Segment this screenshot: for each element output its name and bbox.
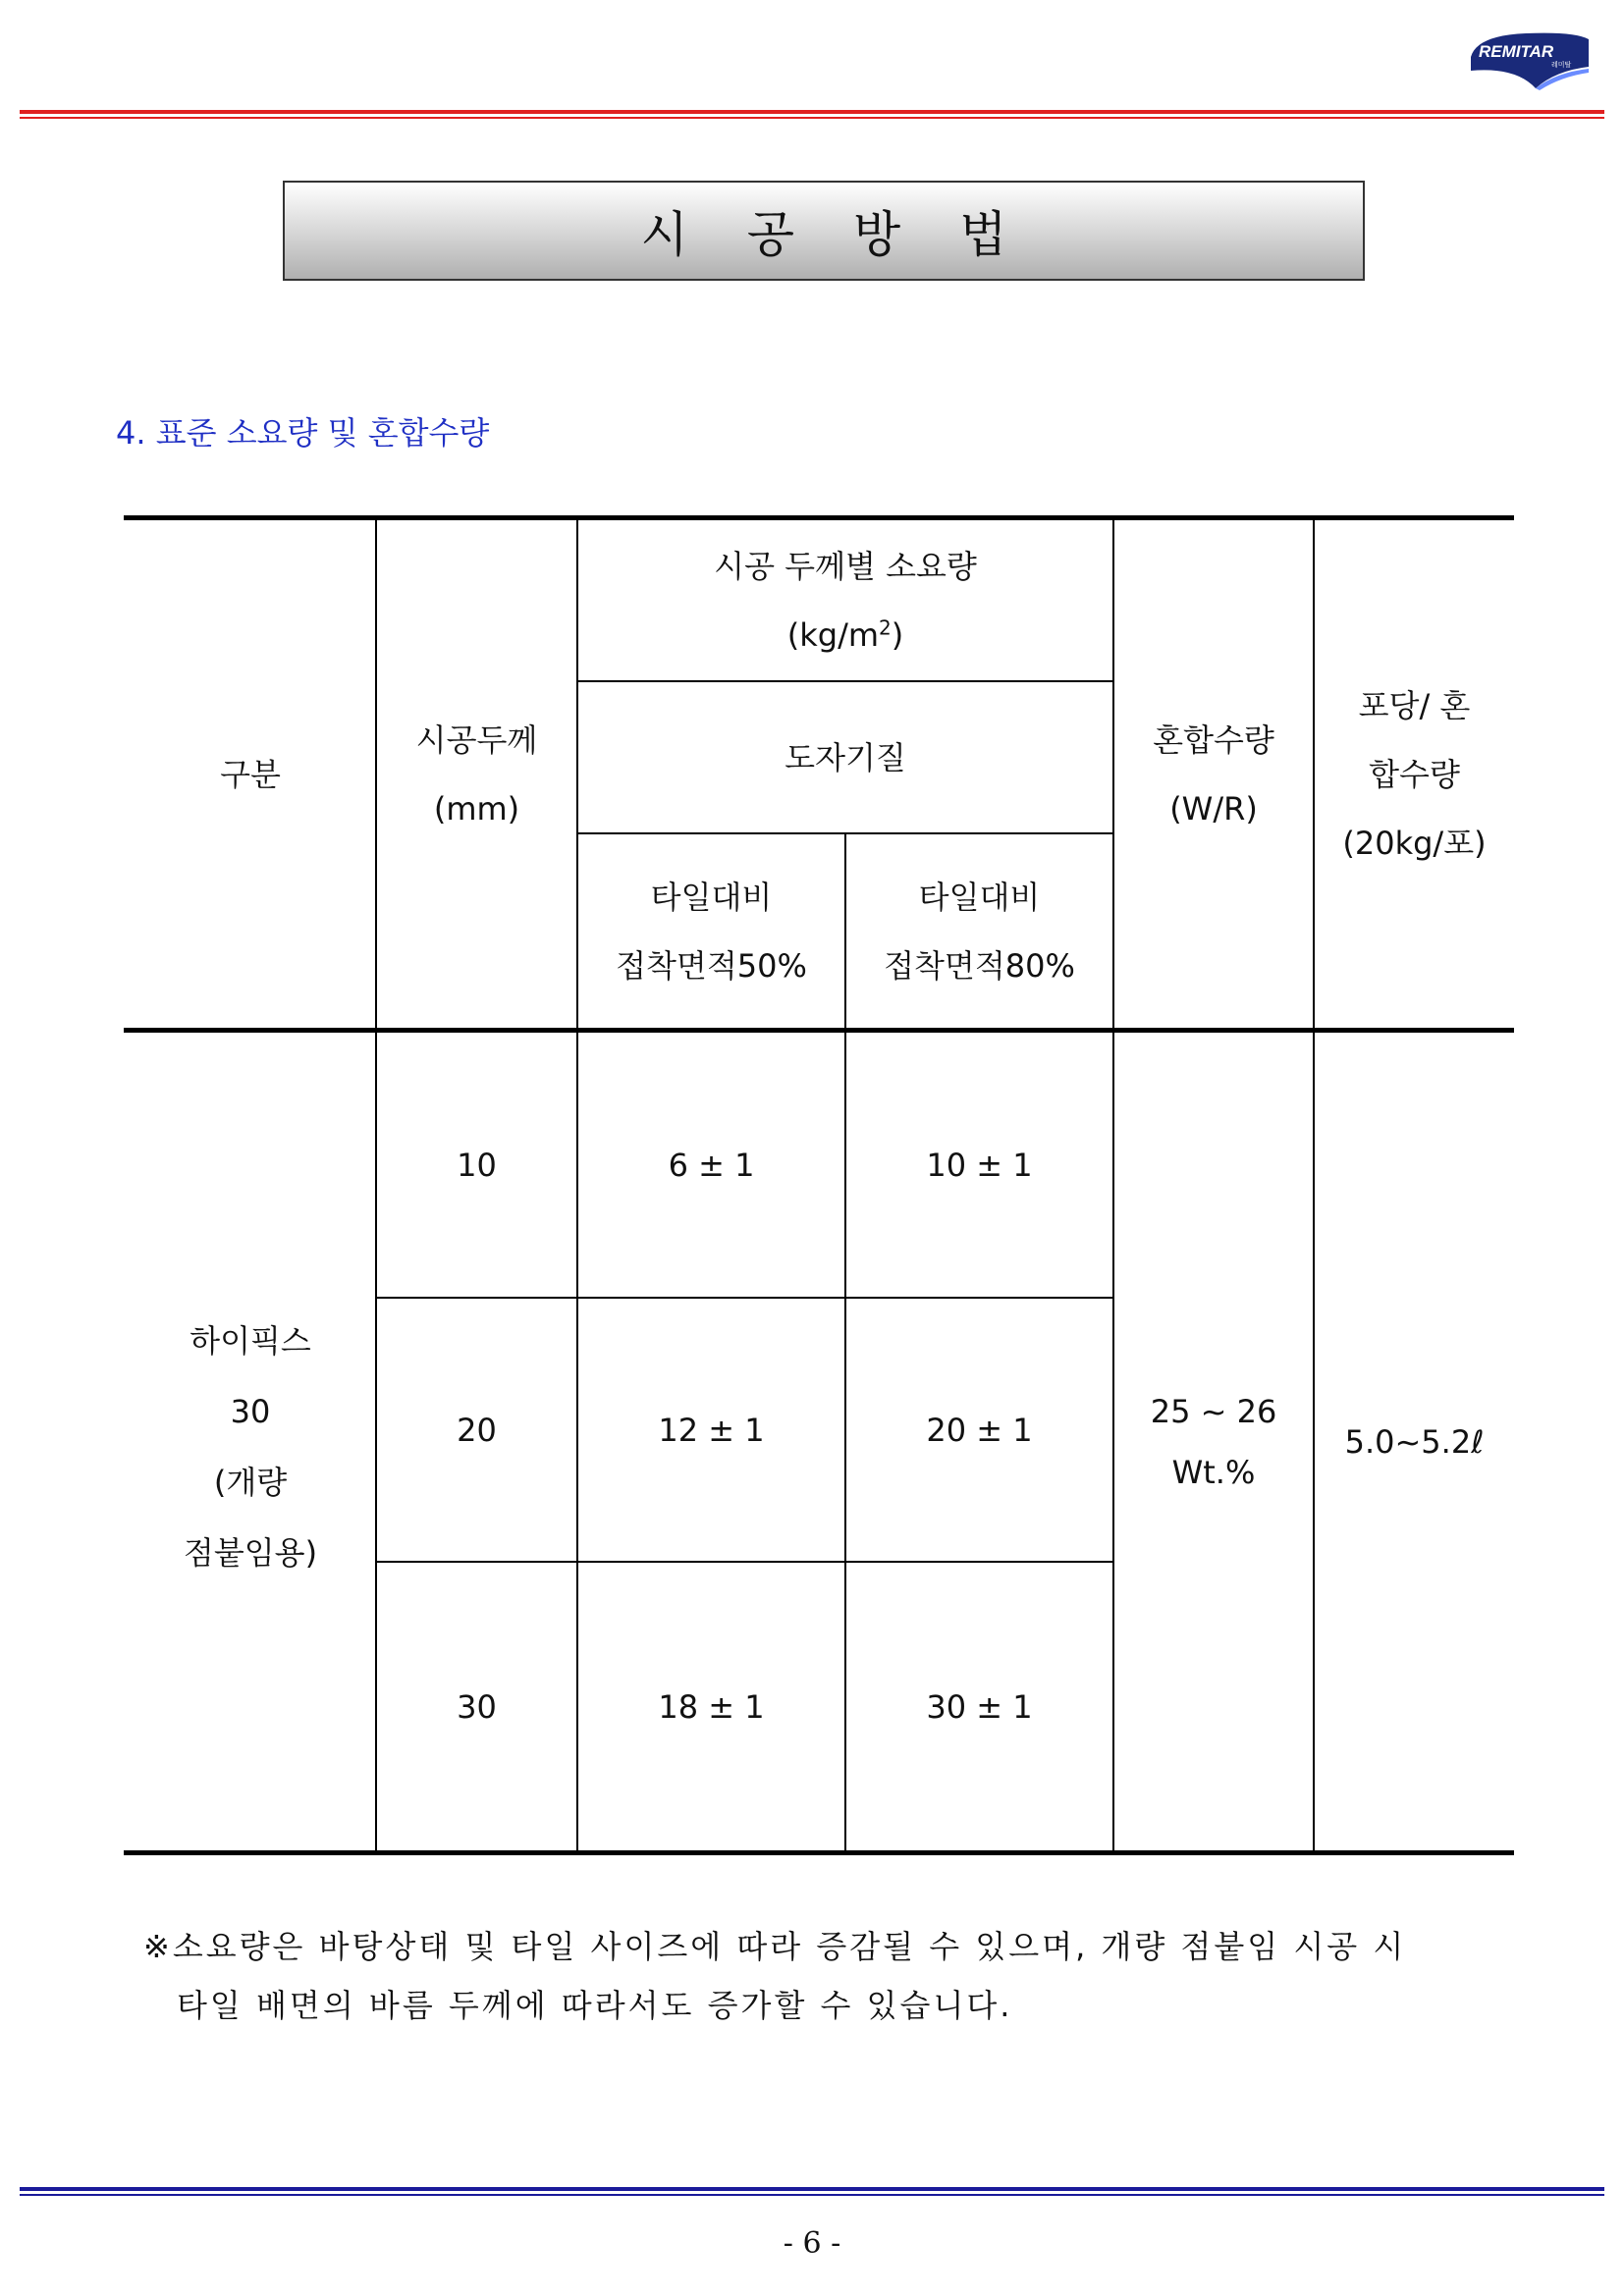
header-mix-line1: 혼합수량 [1153,721,1274,759]
table-row-2-tile50 [578,1299,844,1561]
header-tile80-line1: 타일대비 [918,878,1041,916]
row2-tile50: 12 ± 1 [658,1411,765,1449]
header-category [126,520,375,1028]
row1-thickness: 10 [457,1146,497,1184]
header-perbag-line2: 합수량 [1369,755,1460,793]
usage-unit-post: ) [891,615,904,654]
product-cell [126,1033,375,1850]
usage-unit-sup: 2 [879,614,892,639]
table-row-3-tile50 [578,1563,844,1850]
header-category-text: 구분 [220,755,281,793]
title-box [283,181,1365,281]
row3-tile80: 30 ± 1 [926,1687,1033,1726]
header-substrate [578,682,1112,832]
bottom-blue-rule [20,2187,1604,2191]
svg-text:레미탈: 레미탈 [1551,61,1572,69]
note-line-1: ※소요량은 바탕상태 및 타일 사이즈에 따라 증감될 수 있으며, 개량 점붙임 시공 시 [143,1928,1407,1965]
mix-ratio-cell [1114,1033,1313,1850]
table-row-1-tile80 [846,1033,1112,1297]
header-tile50-line1: 타일대비 [650,878,773,916]
top-red-rule-2 [20,117,1604,119]
header-tile50-line2: 접착면적50% [616,946,807,985]
svg-text:REMITAR: REMITAR [1479,42,1554,61]
header-mix-line2: (W/R) [1169,789,1258,828]
header-tile50 [578,834,844,1028]
header-perbag-line1: 포당/ 혼 [1358,686,1471,724]
header-perbag-line3: (20kg/포) [1342,824,1487,862]
header-tile80-line2: 접착면적80% [884,946,1075,985]
product-number: 30 [230,1392,271,1430]
header-usage [578,520,1112,680]
header-tile80 [846,834,1112,1028]
section-heading: 4. 표준 소요량 및 혼합수량 [116,414,490,452]
row1-tile80: 10 ± 1 [926,1146,1033,1184]
header-thickness-line1: 시공두께 [415,721,538,759]
product-desc-line2: 점붙임용) [183,1533,318,1572]
header-substrate-text: 도자기질 [785,738,906,776]
product-desc-line1: (개량 [213,1463,288,1501]
row3-tile50: 18 ± 1 [658,1687,765,1726]
row3-thickness: 30 [457,1687,497,1726]
table-row-3-thickness [377,1563,576,1850]
mix-ratio-line2: Wt.% [1171,1453,1256,1491]
header-thickness [377,520,576,1028]
table-row-3-tile80 [846,1563,1112,1850]
bottom-blue-rule-2 [20,2194,1604,2196]
header-perbag [1315,520,1514,1028]
row2-thickness: 20 [457,1411,497,1449]
table-row-1-thickness [377,1033,576,1297]
water-per-bag: 5.0~5.2ℓ [1344,1422,1485,1461]
water-per-bag-cell [1315,1033,1514,1850]
product-name: 하이픽스 [189,1321,311,1360]
table-row-2-thickness [377,1299,576,1561]
table-bottom-rule [124,1850,1514,1855]
remitar-logo [1467,27,1593,92]
page-number: - 6 - [783,2226,841,2261]
row1-tile50: 6 ± 1 [668,1146,755,1184]
note-line-2: 타일 배면의 바름 두께에 따라서도 증가할 수 있습니다. [177,1987,1013,2024]
header-usage-line1: 시공 두께별 소요량 [714,547,977,585]
table-row-1-tile50 [578,1033,844,1297]
row2-tile80: 20 ± 1 [926,1411,1033,1449]
header-mix [1114,520,1313,1028]
header-usage-line2 [787,601,904,669]
table-row-2-tile80 [846,1299,1112,1561]
header-thickness-line2: (mm) [433,789,520,828]
top-red-rule [20,110,1604,114]
usage-unit-pre: (kg/m [786,615,880,654]
mix-ratio-line1: 25 ~ 26 [1150,1392,1277,1430]
page-title: 시 공 방 법 [640,206,1029,263]
